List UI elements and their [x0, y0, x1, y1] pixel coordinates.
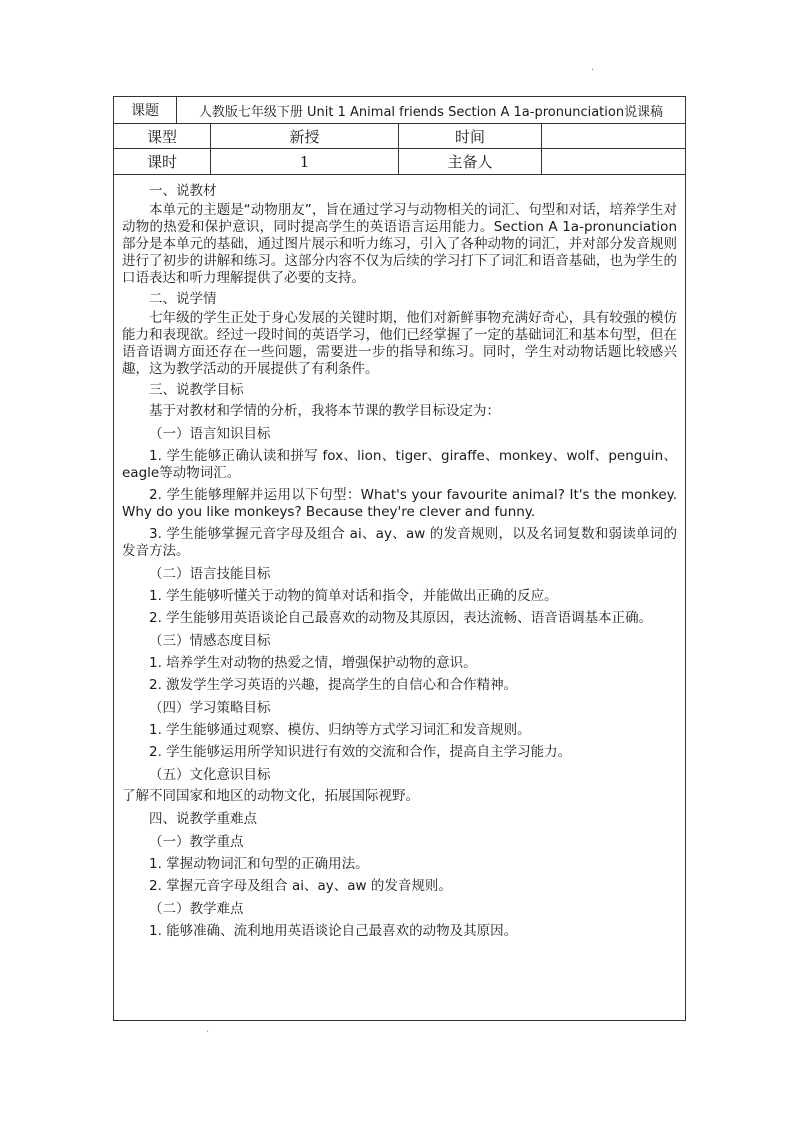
list-item: 1. 能够准确、流利地用英语谈论自己最喜欢的动物及其原因。 [149, 923, 518, 939]
time-label: 时间 [399, 124, 542, 148]
paragraph: 本单元的主题是“动物朋友”，旨在通过学习与动物相关的词汇、句型和对话，培养学生对动物的热爱和保护意识，同时提高学生的英语语言运用能力。Section A 1a-pronunciation 部分是本单元的基础，通过图片展示和听力练习，引入了各种动物的词汇，并对部分发音规则进行了初步的讲解和练习。这部分内容不仅为后续的学习打下了词汇和语音基础，也为学生的口语表达和听力理解提供了必要的支持。 [122, 202, 677, 286]
section-heading: 二、说学情 [149, 291, 217, 307]
section-heading: 一、说教材 [149, 183, 217, 199]
period-label: 课时 [114, 149, 211, 174]
author-label: 主备人 [399, 149, 542, 174]
lesson-title: 人教版七年级下册 Unit 1 Animal friends Section A 1a-pronunciation说课稿 [198, 104, 664, 120]
author-value [542, 149, 685, 174]
type-label: 课型 [114, 124, 211, 148]
subsection-heading: （一）语言知识目标 [149, 426, 271, 442]
title-label: 课题 [114, 97, 177, 123]
list-item: 1. 培养学生对动物的热爱之情，增强保护动物的意识。 [149, 655, 477, 671]
list-item: 2. 激发学生学习英语的兴趣，提高学生的自信心和合作精神。 [149, 677, 518, 693]
page-mark: . [591, 62, 595, 73]
lesson-plan-table [113, 96, 686, 1021]
subsection-heading: （一）教学重点 [149, 834, 244, 850]
section-heading: 四、说教学重难点 [149, 811, 257, 827]
paragraph: 了解不同国家和地区的动物文化，拓展国际视野。 [122, 788, 419, 804]
paragraph: 基于对教材和学情的分析，我将本节课的教学目标设定为： [149, 403, 500, 419]
type-row [114, 124, 685, 149]
type-value: 新授 [211, 124, 399, 148]
subsection-heading: （五）文化意识目标 [149, 767, 271, 783]
list-item: 1. 学生能够正确认读和拼写 fox、lion、tiger、giraffe、monkey、wolf、penguin、eagle等动物词汇。 [122, 448, 677, 481]
list-item: 2. 学生能够理解并运用以下句型：What's your favourite animal? It's the monkey. Why do you like monkeys? Because they're clever and funny. [122, 487, 677, 520]
section-heading: 三、说教学目标 [149, 382, 244, 398]
subsection-heading: （三）情感态度目标 [149, 633, 271, 649]
subsection-heading: （二）教学难点 [149, 901, 244, 917]
list-item: 1. 掌握动物词汇和句型的正确用法。 [149, 856, 369, 872]
subsection-heading: （二）语言技能目标 [149, 566, 271, 582]
page-mark: . [206, 1024, 210, 1035]
list-item: 1. 学生能够听懂关于动物的简单对话和指令，并能做出正确的反应。 [149, 588, 558, 604]
list-item: 2. 掌握元音字母及组合 ai、ay、aw 的发音规则。 [149, 878, 452, 894]
list-item: 2. 学生能够用英语谈论自己最喜欢的动物及其原因，表达流畅、语音语调基本正确。 [149, 610, 653, 626]
list-item: 1. 学生能够通过观察、模仿、归纳等方式学习词汇和发音规则。 [149, 722, 531, 738]
paragraph: 七年级的学生正处于身心发展的关键时期，他们对新鲜事物充满好奇心，具有较强的模仿能力和表现欲。经过一段时间的英语学习，他们已经掌握了一定的基础词汇和基本句型，但在语音语调方面还存在一些问题，需要进一步的指导和练习。同时，学生对动物话题比较感兴趣，这为教学活动的开展提供了有利条件。 [122, 310, 677, 377]
list-item: 3. 学生能够掌握元音字母及组合 ai、ay、aw 的发音规则，以及名词复数和弱读单词的发音方法。 [122, 526, 677, 559]
period-row [114, 149, 685, 175]
period-value: 1 [211, 149, 399, 174]
subsection-heading: （四）学习策略目标 [149, 700, 271, 716]
document-body [114, 175, 685, 1020]
time-value [542, 124, 685, 148]
list-item: 2. 学生能够运用所学知识进行有效的交流和合作，提高自主学习能力。 [149, 744, 572, 760]
title-row [114, 97, 685, 124]
